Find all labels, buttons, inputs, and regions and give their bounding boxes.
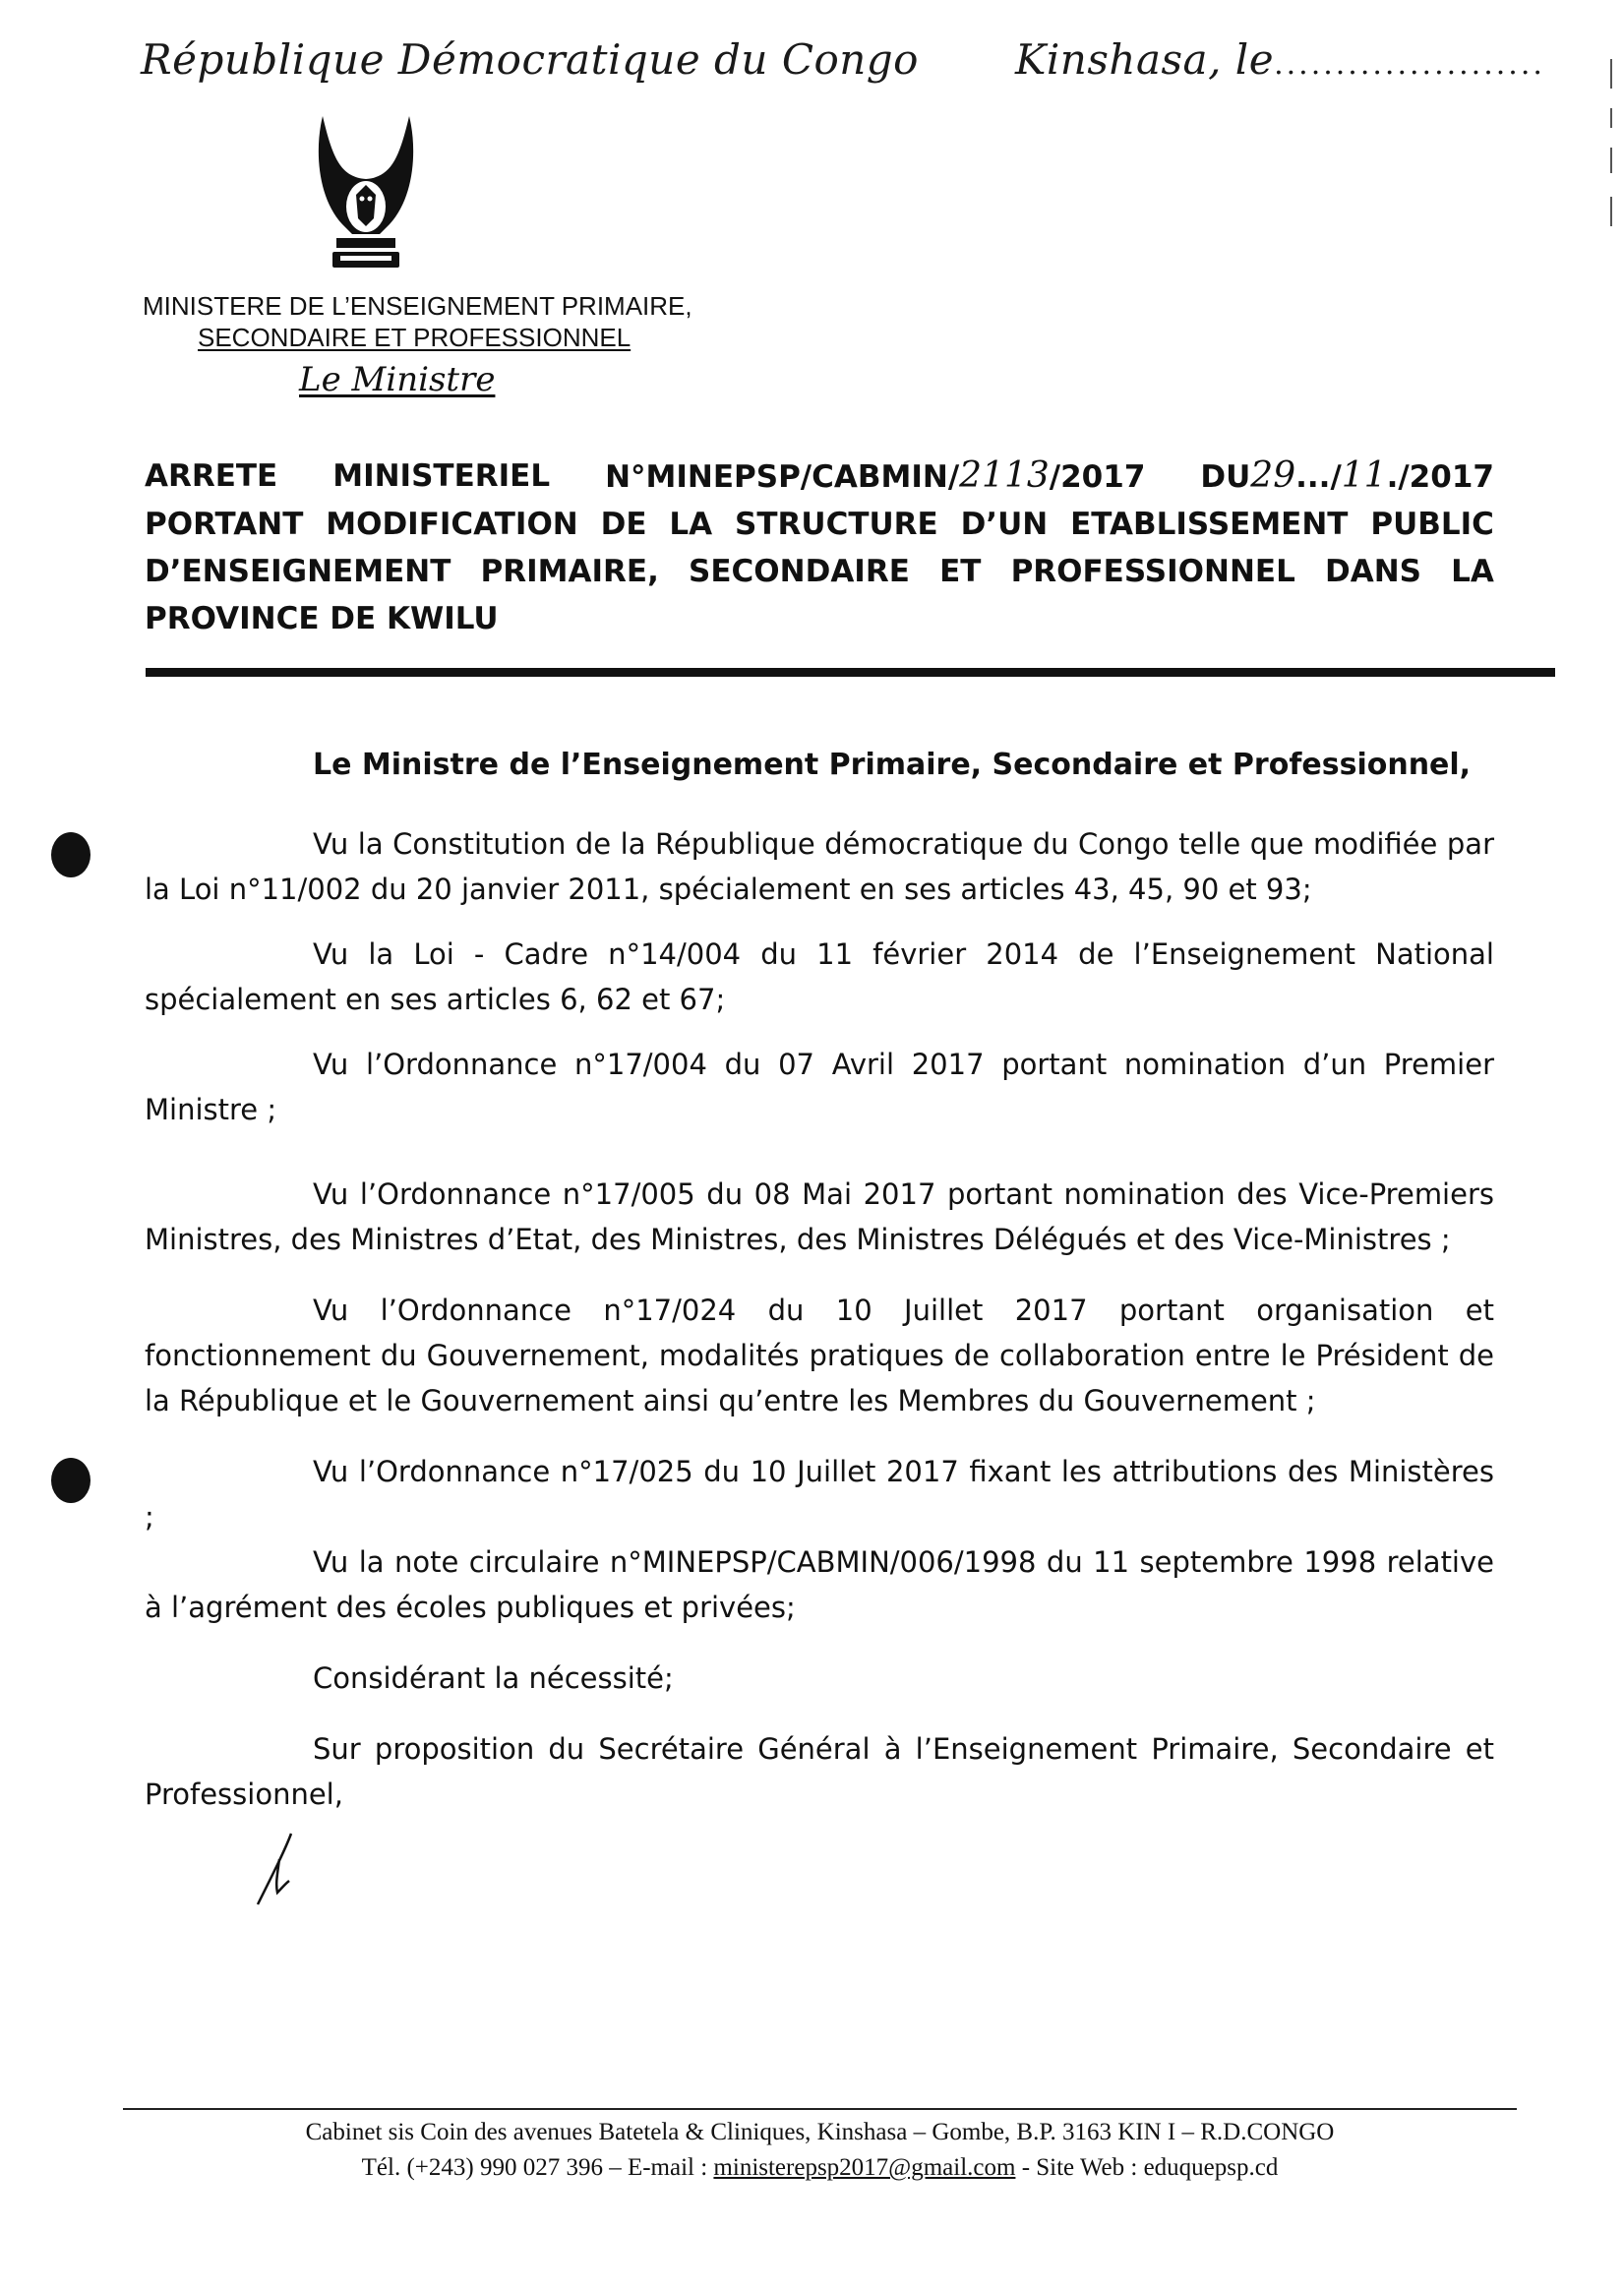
header-country: République Démocratique du Congo bbox=[141, 35, 919, 84]
place-date-label: Kinshasa, le bbox=[1015, 35, 1275, 84]
title-word: PRIMAIRE, bbox=[480, 554, 659, 589]
title-word: LA bbox=[669, 507, 713, 542]
date-year: /2017 bbox=[1398, 459, 1494, 495]
date-month-handwritten: 11 bbox=[1341, 455, 1387, 496]
title-word: D’UN bbox=[960, 507, 1049, 542]
ministry-block bbox=[143, 290, 692, 353]
title-word: MINISTERIEL bbox=[332, 458, 551, 494]
title-word: PUBLIC bbox=[1370, 507, 1494, 542]
paragraph-ordonnance-premier-ministre: Vu l’Ordonnance n°17/004 du 07 Avril 2017 portant nomination d’un Premier Ministre ; bbox=[145, 1048, 1494, 1126]
title-divider bbox=[146, 668, 1555, 677]
paragraph-note-circulaire: Vu la note circulaire n°MINEPSP/CABMIN/006/1998 du 11 septembre 1998 relative à l’agrément des écoles publiques et privées; bbox=[145, 1545, 1494, 1624]
ref-prefix: N°MINEPSP/CABMIN/ bbox=[605, 459, 960, 495]
title-line-3 bbox=[145, 548, 1494, 595]
title-line-2 bbox=[145, 501, 1494, 548]
title-word: LA bbox=[1451, 554, 1494, 589]
footer-email-link[interactable]: ministerepsp2017@gmail.com bbox=[713, 2154, 1016, 2181]
decree-reference bbox=[605, 452, 1145, 501]
footer-contact bbox=[123, 2150, 1517, 2186]
decree-date: DU29.../11./2017 bbox=[1200, 455, 1494, 496]
paragraph-ordonnance-ministres: Vu l’Ordonnance n°17/005 du 08 Mai 2017 portant nomination des Vice-Premiers Ministres, des Ministres d’Etat, des Ministres, des Ministres Délégués et des Vice-Ministres ; bbox=[145, 1177, 1494, 1256]
title-word: ARRETE bbox=[145, 458, 278, 494]
paragraph-ordonnance-attributions: Vu l’Ordonnance n°17/025 du 10 Juillet 2017 fixant les attributions des Ministères ; bbox=[145, 1455, 1494, 1534]
title-word: D’ENSEIGNEMENT bbox=[145, 554, 451, 589]
place-date-dots: ...................... bbox=[1274, 47, 1545, 82]
paragraph-loi-cadre: Vu la Loi - Cadre n°14/004 du 11 février 2014 de l’Enseignement National spécialement en ses articles 6, 62 et 67; bbox=[145, 937, 1494, 1016]
date-day-handwritten: 29 bbox=[1250, 455, 1296, 496]
paragraph-constitution: Vu la Constitution de la République démocratique du Congo telle que modifiée par la Loi n°11/002 du 20 janvier 2011, spécialement en ses articles 43, 45, 90 et 93; bbox=[145, 827, 1494, 906]
footer-website: - Site Web : eduquepsp.cd bbox=[1015, 2154, 1279, 2181]
title-word: STRUCTURE bbox=[735, 507, 938, 542]
signatory-title: Le Ministre bbox=[299, 360, 496, 399]
title-word: DANS bbox=[1325, 554, 1421, 589]
title-word: ETABLISSEMENT bbox=[1070, 507, 1349, 542]
title-word: ET bbox=[939, 554, 982, 589]
title-word: PROFESSIONNEL bbox=[1010, 554, 1295, 589]
footer-phone: Tél. (+243) 990 027 396 – E-mail : bbox=[361, 2154, 714, 2181]
scan-margin-marks bbox=[1610, 59, 1613, 256]
ref-year: /2017 bbox=[1049, 459, 1146, 495]
ministry-line-1: MINISTERE DE L’ENSEIGNEMENT PRIMAIRE, bbox=[143, 291, 692, 321]
punch-hole-mark bbox=[51, 832, 90, 877]
ref-number-handwritten: 2113 bbox=[959, 455, 1050, 496]
page-footer bbox=[123, 2115, 1517, 2186]
decree-title bbox=[145, 452, 1494, 642]
paragraph-proposition: Sur proposition du Secrétaire Général à l’Enseignement Primaire, Secondaire et Professionnel, bbox=[145, 1732, 1494, 1811]
coat-of-arms-emblem-icon bbox=[313, 108, 419, 277]
title-word: SECONDAIRE bbox=[689, 554, 910, 589]
punch-hole-mark bbox=[51, 1458, 90, 1503]
title-word: DE bbox=[600, 507, 647, 542]
title-word: MODIFICATION bbox=[326, 507, 578, 542]
title-word: PORTANT bbox=[145, 507, 304, 542]
preamble-heading: Le Ministre de l’Enseignement Primaire, Secondaire et Professionnel, bbox=[313, 748, 1472, 782]
title-line-4: PROVINCE DE KWILU bbox=[145, 601, 499, 636]
handwritten-initials-icon bbox=[252, 1830, 301, 1908]
preamble-body bbox=[145, 821, 1494, 1817]
title-line-1 bbox=[145, 452, 1494, 501]
footer-address: Cabinet sis Coin des avenues Batetela & Cliniques, Kinshasa – Gombe, B.P. 3163 KIN I – R.D.CONGO bbox=[305, 2119, 1335, 2145]
date-du: DU bbox=[1200, 459, 1251, 495]
header-place-date bbox=[1015, 35, 1545, 84]
paragraph-ordonnance-gouvernement: Vu l’Ordonnance n°17/024 du 10 Juillet 2017 portant organisation et fonctionnement du Gouvernement, modalités pratiques de collaboration entre le Président de la République et le Gouvernement ainsi qu’entre les Membres du Gouvernement ; bbox=[145, 1294, 1494, 1417]
paragraph-considerant: Considérant la nécessité; bbox=[313, 1661, 674, 1695]
ministry-line-2: SECONDAIRE ET PROFESSIONNEL bbox=[198, 323, 632, 352]
footer-divider bbox=[123, 2108, 1517, 2110]
